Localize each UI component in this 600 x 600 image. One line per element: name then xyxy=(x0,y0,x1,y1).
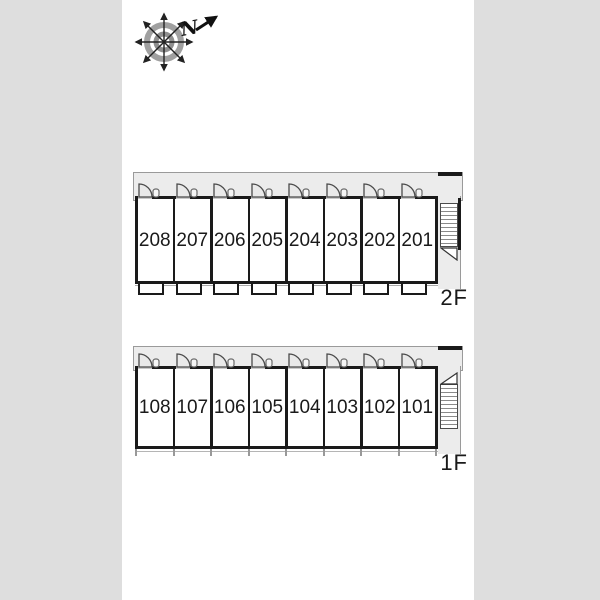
room-number: 203 xyxy=(326,229,359,251)
wall-right xyxy=(435,196,438,284)
door-swing-icon xyxy=(324,350,350,370)
stairs-icon xyxy=(440,384,458,429)
door-swing-icon xyxy=(136,180,162,200)
door-swing-icon xyxy=(249,350,275,370)
north-arrow-icon xyxy=(196,17,216,30)
door-swing-icon xyxy=(399,180,425,200)
door-swing-icon xyxy=(136,350,162,370)
north-label: N xyxy=(179,16,200,41)
room-cell xyxy=(400,369,436,447)
terrace-divider-tick xyxy=(398,449,400,456)
door-swing-icon xyxy=(361,350,387,370)
door xyxy=(136,180,162,200)
stair-direction-triangle-icon xyxy=(440,247,458,261)
floor-label-2f: 2F xyxy=(440,285,468,310)
compass-rose-icon xyxy=(132,4,228,76)
room-cell xyxy=(287,369,323,447)
room-cell xyxy=(325,369,361,447)
room-number: 103 xyxy=(326,397,359,418)
room-number: 106 xyxy=(213,397,246,418)
room-cell xyxy=(175,369,211,447)
room-number: 202 xyxy=(363,229,396,251)
door xyxy=(399,180,425,200)
terrace-divider-tick xyxy=(173,449,175,456)
door xyxy=(324,180,350,200)
room-number: 107 xyxy=(176,397,209,418)
terrace-divider-tick xyxy=(135,449,137,456)
room-cell xyxy=(137,369,173,447)
door xyxy=(249,350,275,370)
room-number: 102 xyxy=(363,397,396,418)
door xyxy=(249,180,275,200)
door-swing-icon xyxy=(324,180,350,200)
room-number: 105 xyxy=(251,397,284,418)
outer-wall-top-right xyxy=(438,172,462,176)
room-number: 101 xyxy=(401,397,434,418)
room-cell xyxy=(175,199,211,282)
room-cell xyxy=(362,369,398,447)
stairs-icon xyxy=(440,203,458,247)
room-cell xyxy=(212,369,248,447)
compass xyxy=(132,4,228,76)
room-number: 108 xyxy=(138,397,171,418)
room-number: 207 xyxy=(176,229,209,251)
door xyxy=(174,350,200,370)
balcony xyxy=(213,284,239,295)
door xyxy=(174,180,200,200)
outer-wall-right xyxy=(458,198,461,250)
room-cell xyxy=(287,199,323,282)
room-cell xyxy=(362,199,398,282)
door-swing-icon xyxy=(211,180,237,200)
door xyxy=(211,350,237,370)
door-swing-icon xyxy=(361,180,387,200)
terrace-divider-tick xyxy=(210,449,212,456)
door-swing-icon xyxy=(249,180,275,200)
balcony xyxy=(138,284,164,295)
door xyxy=(361,180,387,200)
room-cell xyxy=(212,199,248,282)
balcony xyxy=(176,284,202,295)
door-swing-icon xyxy=(174,180,200,200)
door xyxy=(399,350,425,370)
door-swing-icon xyxy=(399,350,425,370)
room-cell xyxy=(250,199,286,282)
door-swing-icon xyxy=(286,350,312,370)
balcony xyxy=(326,284,352,295)
door xyxy=(361,350,387,370)
room-number: 205 xyxy=(251,229,284,251)
door xyxy=(286,350,312,370)
floor-plan-1f xyxy=(133,346,473,491)
room-cell xyxy=(250,369,286,447)
balcony xyxy=(288,284,314,295)
room-number: 201 xyxy=(401,229,434,251)
floor-plan-2f xyxy=(133,172,473,332)
door xyxy=(211,180,237,200)
terrace-divider-tick xyxy=(285,449,287,456)
room-cell xyxy=(400,199,436,282)
door xyxy=(286,180,312,200)
door xyxy=(136,350,162,370)
stair-direction-triangle-icon xyxy=(440,372,458,386)
terrace-divider-tick xyxy=(360,449,362,456)
door xyxy=(324,350,350,370)
outer-wall-top-right xyxy=(438,346,462,350)
wall-right xyxy=(435,366,438,449)
balcony xyxy=(251,284,277,295)
door-swing-icon xyxy=(174,350,200,370)
terrace-divider-tick xyxy=(248,449,250,456)
floor-label-1f: 1F xyxy=(440,450,468,475)
door-swing-icon xyxy=(211,350,237,370)
terrace-divider-tick xyxy=(323,449,325,456)
room-number: 104 xyxy=(288,397,321,418)
room-cell xyxy=(137,199,173,282)
room-number: 208 xyxy=(138,229,171,251)
room-number: 206 xyxy=(213,229,246,251)
room-cell xyxy=(325,199,361,282)
balcony xyxy=(363,284,389,295)
room-number: 204 xyxy=(288,229,321,251)
door-swing-icon xyxy=(286,180,312,200)
balcony xyxy=(401,284,427,295)
